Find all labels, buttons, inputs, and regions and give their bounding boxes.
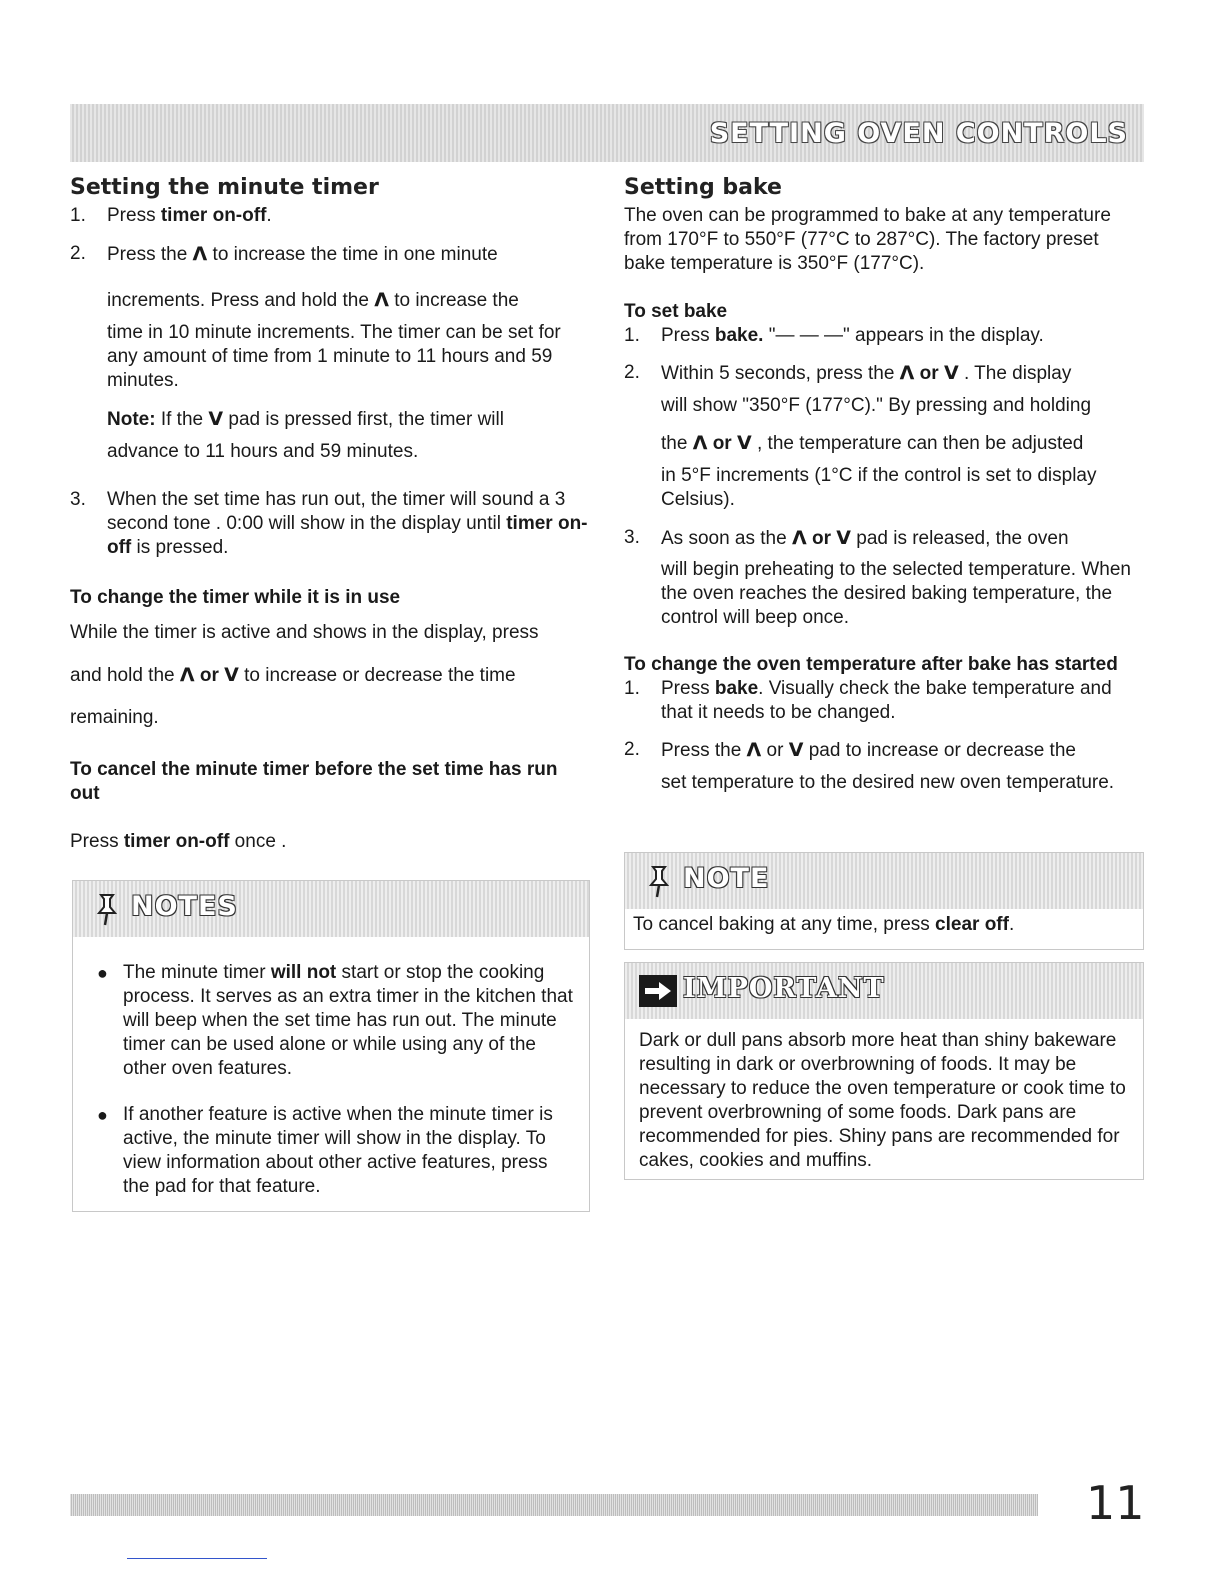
timer-step-3 xyxy=(70,488,588,560)
up-arrow-icon: Λ xyxy=(192,243,208,265)
bake-label: bake xyxy=(714,678,759,699)
bake-step-2 xyxy=(624,361,1144,512)
step-text: pad to increase or decrease the xyxy=(803,740,1076,761)
step-text: in 5°F increments (1°C if the control is set to display Celsius). xyxy=(661,465,1097,510)
paragraph: remaining. xyxy=(70,707,159,728)
pushpin-icon xyxy=(95,893,119,927)
step-text: Within 5 seconds, press the xyxy=(661,363,900,384)
step-text: to increase the time in one minute xyxy=(207,244,498,265)
bake-step-1 xyxy=(624,324,1144,348)
bake-intro: The oven can be programmed to bake at any temperature from 170°F to 550°F (77°C to 287°C). The factory preset bake temperature is 350°F (177°C). xyxy=(624,205,1111,274)
notes-header xyxy=(73,881,589,937)
up-arrow-icon: Λ xyxy=(692,432,708,454)
up-arrow-icon: Λ xyxy=(746,739,762,761)
step-text: advance to 11 hours and 59 minutes. xyxy=(107,441,419,462)
note-text: If another feature is active when the minute timer is active, the minute timer will show in the display. To view information about other active features, press the pad for that feature. xyxy=(123,1104,553,1197)
paragraph: Press xyxy=(70,831,124,852)
list-item xyxy=(97,1103,579,1199)
or-label: or xyxy=(811,528,831,549)
timer-on-off-label: timer on-off xyxy=(123,831,230,852)
footer-bar xyxy=(70,1494,1038,1516)
step-number: 1. xyxy=(624,325,640,346)
step-text: time in 10 minute increments. The timer can be set for any amount of time from 1 minute to 11 hours and 59 minutes. xyxy=(107,322,561,391)
step-number: 3. xyxy=(624,527,640,548)
step-text: , the temperature can then be adjusted xyxy=(751,433,1084,454)
note-text: start or stop the cooking process. It serves as an extra timer in the kitchen that will beep when the set time has run out. The minute timer can be used alone or while using any of the other oven features. xyxy=(123,962,573,1079)
important-title: IMPORTANT xyxy=(683,973,885,1004)
bullet-icon: ● xyxy=(97,1105,108,1125)
right-column xyxy=(624,172,1144,795)
step-number: 2. xyxy=(70,243,86,264)
paragraph: once . xyxy=(229,831,287,852)
bullet-icon: ● xyxy=(97,963,108,983)
clear-off-label: clear off xyxy=(935,914,1009,935)
down-arrow-icon: V xyxy=(736,432,752,454)
step-text: Press the xyxy=(661,740,747,761)
note-header xyxy=(625,853,1143,909)
step-text: pad is pressed first, the timer will xyxy=(223,409,504,430)
note-label: Note: xyxy=(107,409,156,430)
or-label: or xyxy=(766,740,784,761)
divider xyxy=(127,1558,267,1559)
step-text: to increase the xyxy=(388,290,519,311)
down-arrow-icon: V xyxy=(208,408,224,430)
page-number: 11 xyxy=(1086,1476,1145,1530)
important-box xyxy=(624,962,1144,1180)
step-number: 1. xyxy=(70,205,86,226)
timer-on-off-label: timer on-off xyxy=(160,205,267,226)
timer-step-2 xyxy=(70,242,588,464)
minute-timer-heading: Setting the minute timer xyxy=(70,175,379,200)
step-text: will show "350°F (177°C)." By pressing and holding xyxy=(661,395,1092,416)
down-arrow-icon: V xyxy=(943,362,959,384)
note-title: NOTE xyxy=(683,863,770,894)
step-number: 1. xyxy=(624,678,640,699)
step-number: 2. xyxy=(624,739,640,760)
step-text: . xyxy=(266,205,272,226)
note-text: . xyxy=(1008,914,1015,935)
down-arrow-icon: V xyxy=(836,527,851,549)
or-label: or xyxy=(919,363,939,384)
step-text: set temperature to the desired new oven temperature. xyxy=(661,772,1115,793)
paragraph: to increase or decrease the time xyxy=(238,665,516,686)
up-arrow-icon: Λ xyxy=(374,289,389,311)
left-column xyxy=(70,172,588,854)
step-text: As soon as the xyxy=(661,528,792,549)
change-step-1 xyxy=(624,677,1144,725)
important-header xyxy=(625,963,1143,1019)
set-bake-heading: To set bake xyxy=(624,301,728,322)
step-text: Press xyxy=(107,205,161,226)
up-arrow-icon: Λ xyxy=(179,664,195,686)
step-text: pad is released, the oven xyxy=(850,528,1069,549)
step-text: the xyxy=(661,433,693,454)
notes-box xyxy=(72,880,590,1212)
down-arrow-icon: V xyxy=(788,739,804,761)
notes-title: NOTES xyxy=(131,891,238,922)
note-text: The minute timer xyxy=(123,962,271,983)
setting-bake-heading: Setting bake xyxy=(624,175,782,200)
step-text: When the set time has run out, the timer will sound a 3 second tone . 0:00 will show in the display until xyxy=(107,489,566,534)
step-text: Press the xyxy=(107,244,193,265)
timer-on-off-label: timer on-off xyxy=(107,513,588,558)
list-item xyxy=(97,961,579,1081)
step-text: is pressed. xyxy=(131,537,229,558)
down-arrow-icon: V xyxy=(224,664,239,686)
step-number: 2. xyxy=(624,362,640,383)
step-text: Press xyxy=(661,325,715,346)
change-step-2 xyxy=(624,738,1144,795)
up-arrow-icon: Λ xyxy=(791,527,807,549)
cancel-timer-heading: To cancel the minute timer before the set time has run out xyxy=(70,759,558,804)
page-title: SETTING OVEN CONTROLS xyxy=(709,118,1128,149)
paragraph: and hold the xyxy=(70,665,180,686)
step-text: . Visually check the bake temperature and that it needs to be changed. xyxy=(661,678,1112,723)
up-arrow-icon: Λ xyxy=(899,362,915,384)
bake-step-3 xyxy=(624,526,1144,630)
or-label: or xyxy=(712,433,732,454)
or-label: or xyxy=(199,665,219,686)
important-text: Dark or dull pans absorb more heat than shiny bakeware resulting in dark or overbrowning of foods. It may be necessary to reduce the oven temperature or cook time to prevent overbrowning of some foods. Dark pans are recommended for pies. Shiny pans are recommended for cakes, cookies and muffins. xyxy=(639,1030,1126,1171)
arrow-right-box-icon xyxy=(639,975,677,1007)
timer-step-1 xyxy=(70,204,588,228)
bake-label: bake. xyxy=(714,325,764,346)
step-text: If the xyxy=(155,409,209,430)
header-banner xyxy=(70,104,1144,162)
change-temp-heading: To change the oven temperature after bake has started xyxy=(624,654,1118,675)
pushpin-icon xyxy=(647,865,671,899)
step-text: "— — —" appears in the display. xyxy=(763,325,1044,346)
note-emphasis: will not xyxy=(270,962,337,983)
step-text: . The display xyxy=(958,363,1072,384)
step-number: 3. xyxy=(70,489,86,510)
change-timer-heading: To change the timer while it is in use xyxy=(70,587,401,608)
step-text: Press xyxy=(661,678,715,699)
step-text: will begin preheating to the selected temperature. When the oven reaches the desired baking temperature, the control will beep once. xyxy=(661,559,1131,628)
step-text: increments. Press and hold the xyxy=(107,290,375,311)
note-text: To cancel baking at any time, press xyxy=(633,914,936,935)
paragraph: While the timer is active and shows in the display, press xyxy=(70,622,539,643)
note-box xyxy=(624,852,1144,950)
